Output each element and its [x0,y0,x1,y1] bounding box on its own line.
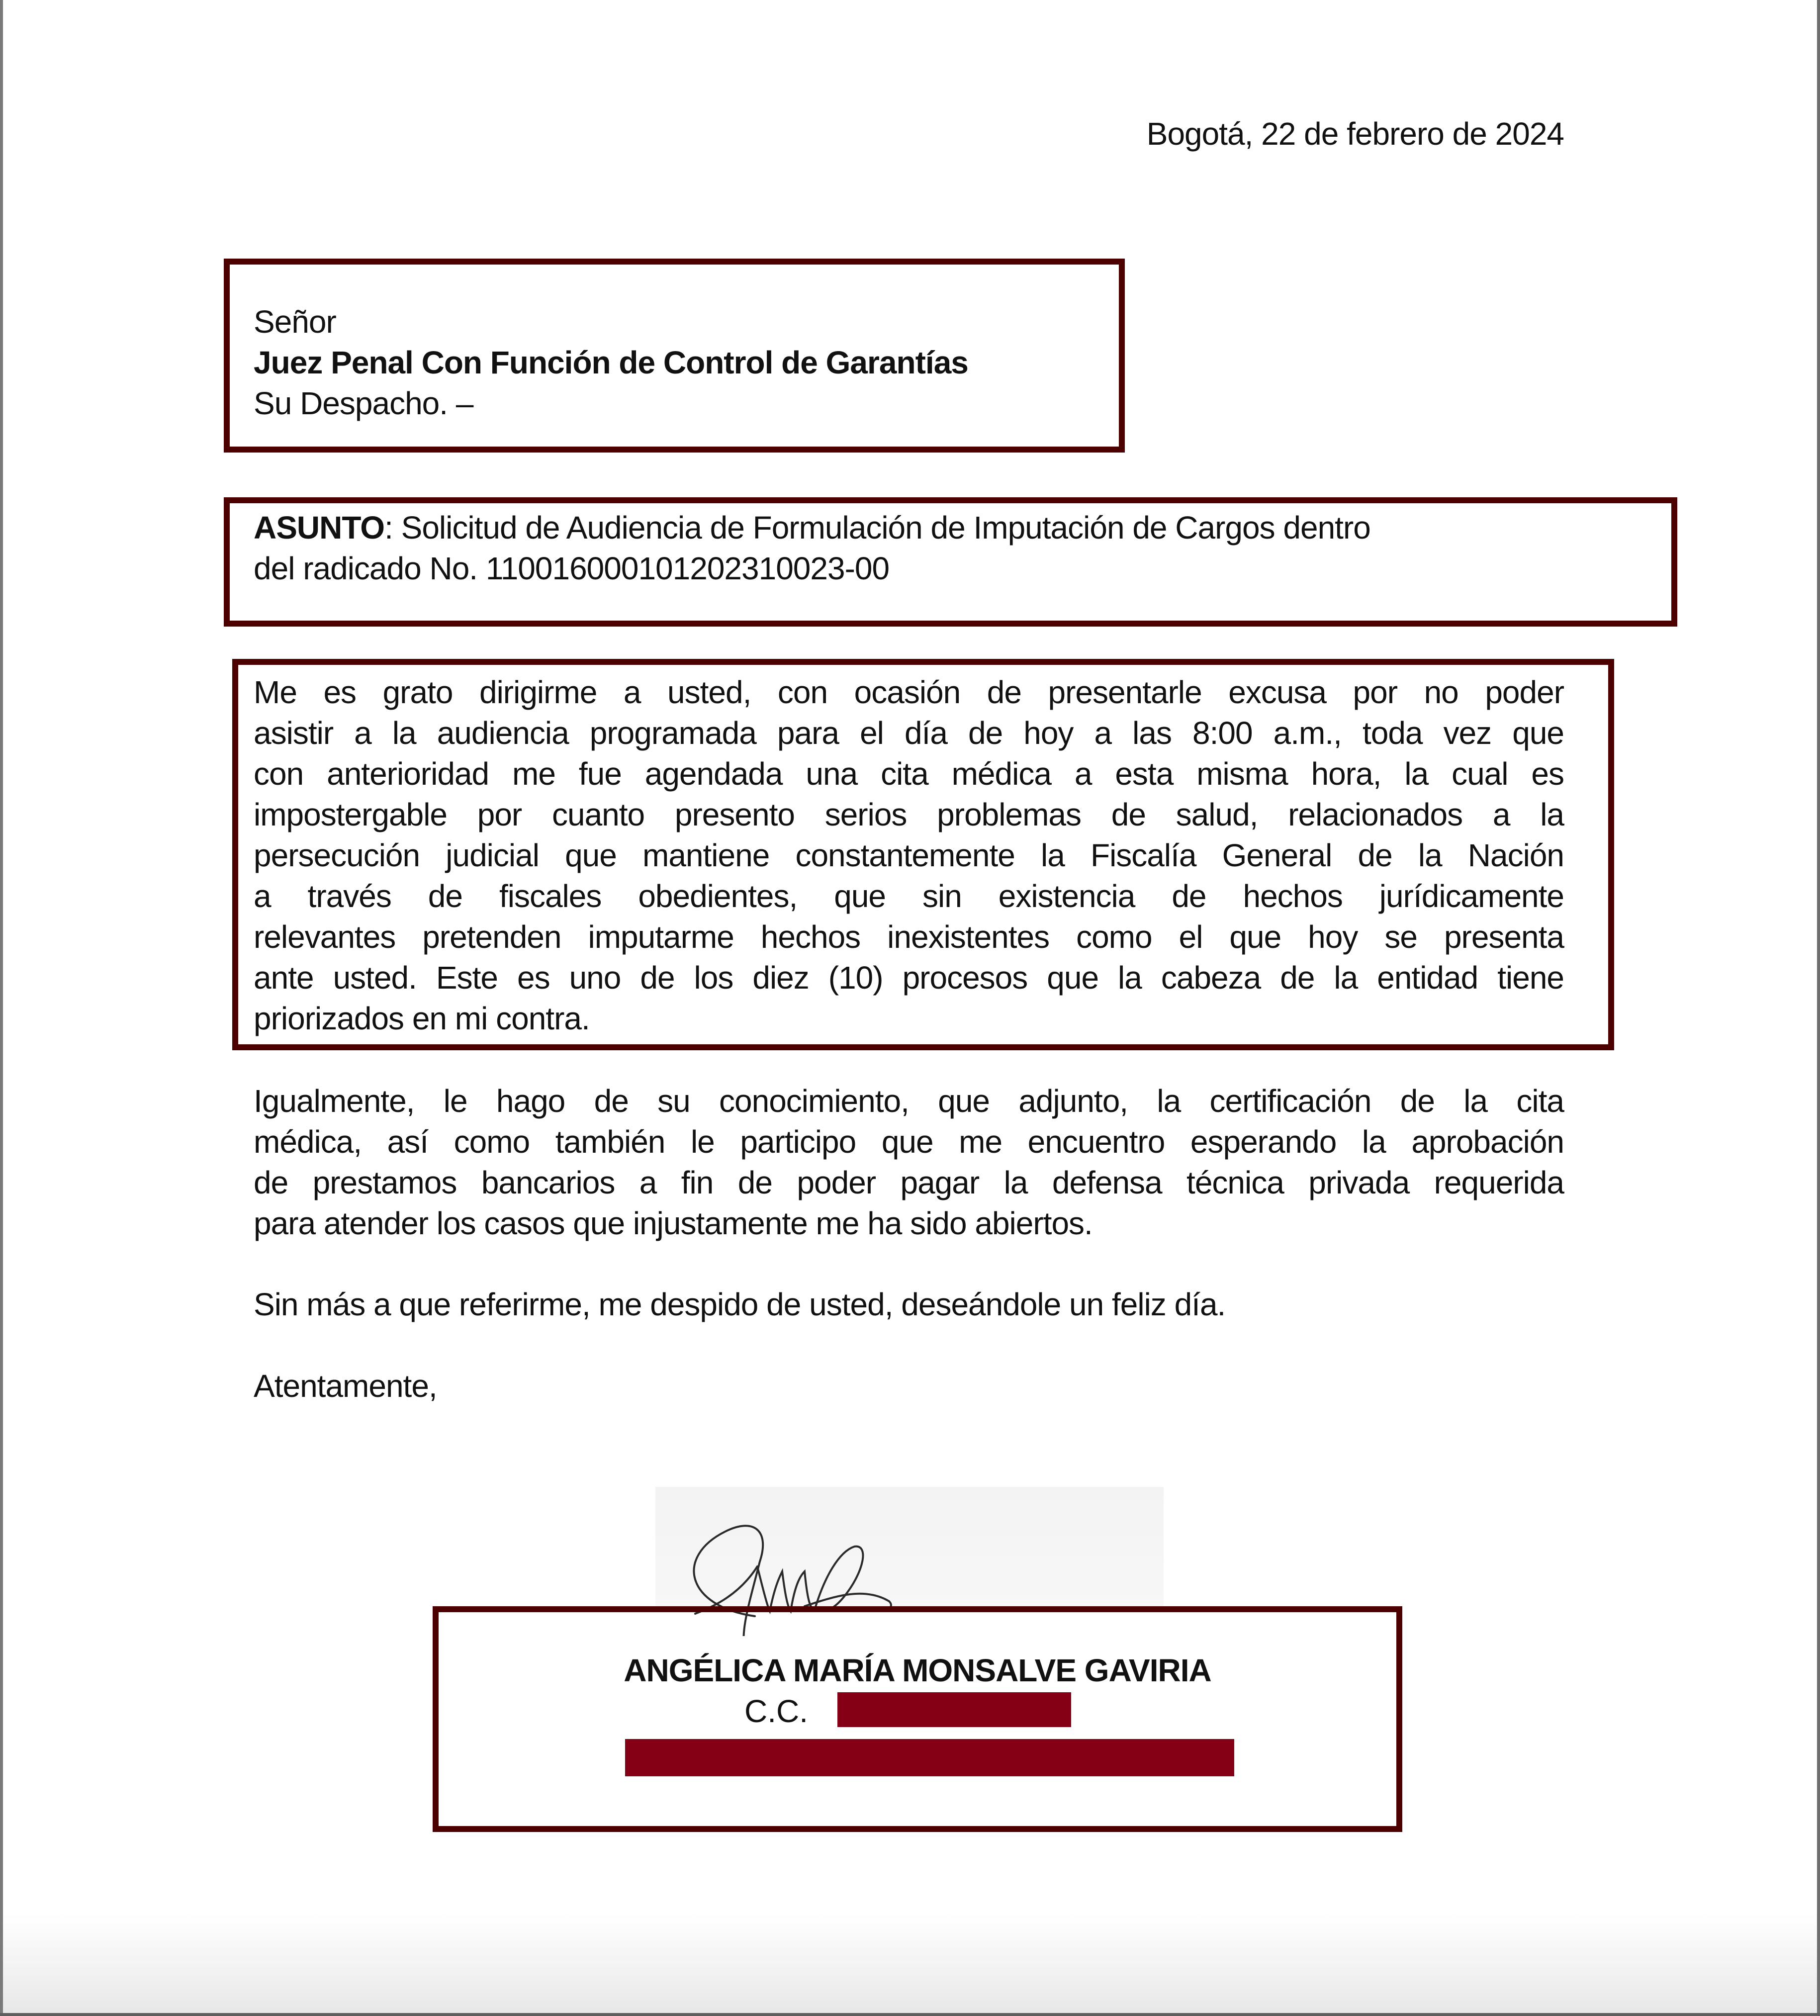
paragraph-line: de prestamos bancarios a fin de poder pagar la defensa técnica privada requerida [254,1165,1564,1200]
subject-text-line-2: del radicado No. 110016000101202310023-00 [254,550,890,586]
subject-label: ASUNTO [254,510,385,546]
page-edge-left [0,0,3,2016]
paragraph-line: a través de fiscales obedientes, que sin existencia de hechos jurídicamente [254,878,1564,914]
paragraph-line: priorizados en mi contra. [254,1001,590,1036]
paragraph-line: relevantes pretenden imputarme hechos inexistentes como el que hoy se presenta [254,919,1564,955]
id-label: C.C. [744,1693,808,1729]
paragraph-line: impostergable por cuanto presento serios problemas de salud, relacionados a la [254,797,1564,832]
letter-date: Bogotá, 22 de febrero de 2024 [1146,116,1564,152]
body-paragraph-1 [254,672,1564,1039]
paragraph-line: persecución judicial que mantiene constantemente la Fiscalía General de la Nación [254,837,1564,873]
addressee-office: Su Despacho. – [254,385,473,421]
page-edge-right [1817,0,1820,2016]
paragraph-line: con anterioridad me fue agendada una cita médica a esta misma hora, la cual es [254,756,1564,792]
closing-sentence: Sin más a que referirme, me despido de usted, deseándole un feliz día. [254,1286,1226,1322]
body-paragraph-2 [254,1081,1564,1244]
page-bottom-shade [3,1914,1817,2013]
addressee-title: Juez Penal Con Función de Control de Garantías [254,345,968,380]
paragraph-line: Igualmente, le hago de su conocimiento, que adjunto, la certificación de la cita [254,1083,1564,1119]
redacted-position [625,1739,1234,1776]
subject-block [254,507,1370,589]
page-edge-bottom [0,2013,1820,2016]
signer-name: ANGÉLICA MARÍA MONSALVE GAVIRIA [624,1652,1211,1688]
paragraph-line: ante usted. Este es uno de los diez (10) procesos que la cabeza de la entidad tiene [254,960,1564,996]
redacted-id-number [837,1692,1071,1727]
paragraph-line: para atender los casos que injustamente me ha sido abiertos. [254,1205,1092,1241]
addressee-block [254,301,968,424]
paragraph-line: Me es grato dirigirme a usted, con ocasión de presentarle excusa por no poder [254,674,1564,710]
regards: Atentamente, [254,1368,437,1404]
paragraph-line: asistir a la audiencia programada para el día de hoy a las 8:00 a.m., toda vez que [254,715,1564,751]
paragraph-line: médica, así como también le participo que me encuentro esperando la aprobación [254,1124,1564,1160]
salutation: Señor [254,304,336,340]
subject-text-line-1: : Solicitud de Audiencia de Formulación de Imputación de Cargos dentro [384,510,1370,546]
